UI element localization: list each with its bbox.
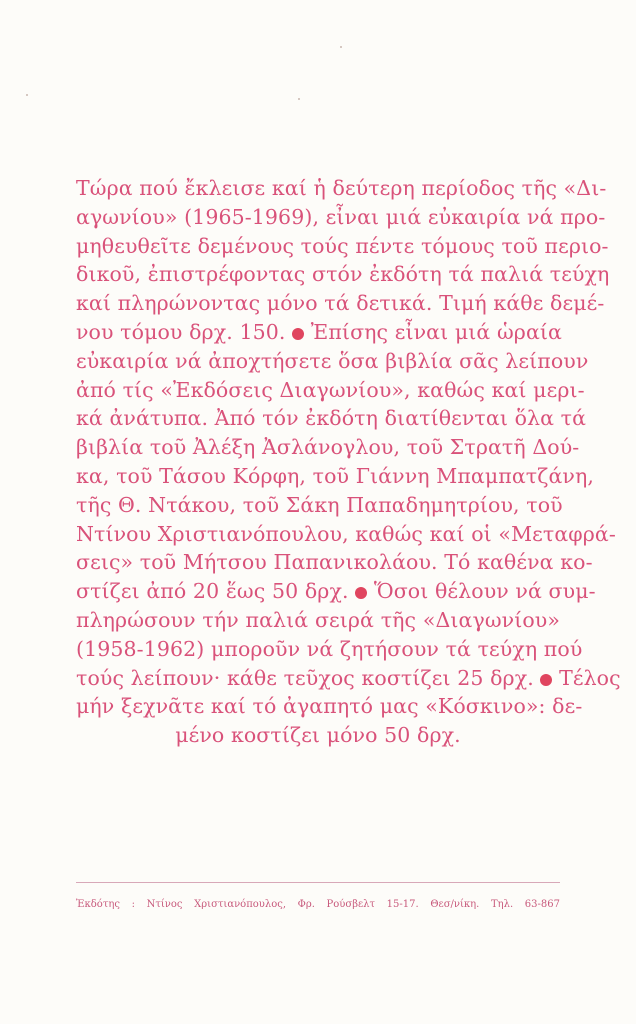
text-segment: Ὅσοι θέλουν νά συμ- <box>373 579 596 604</box>
text-segment: Ἐπίσης εἶναι μιά ὡραία <box>310 319 562 344</box>
footer-divider <box>76 882 560 883</box>
text-line: (1958-1962) μποροῦν νά ζητήσουν τά τεύχη πού <box>76 636 583 661</box>
text-line: αγωνίου» (1965-1969), εἶναι μιά εὐκαιρία νά προ- <box>76 204 606 229</box>
paper-speck <box>298 98 300 100</box>
text-line: βιβλία τοῦ Ἀλέξη Ἀσλάνογλου, τοῦ Στρατῆ Δού- <box>76 435 580 460</box>
text-line: ἀπό τίς «Ἐκδόσεις Διαγωνίου», καθώς καί μερι- <box>76 377 585 402</box>
bullet-dot-icon <box>355 587 367 599</box>
publisher-imprint: Ἐκδότης : Ντίνος Χριστιανόπουλος, Φρ. Ρούσβελτ 15-17. Θεσ/νίκη. Τηλ. 63-867 <box>76 899 560 910</box>
text-segment: Τέλος <box>559 665 621 690</box>
text-segment: στίζει ἀπό 20 ἕως 50 δρχ. <box>76 579 349 604</box>
text-line <box>76 664 621 693</box>
text-line: τῆς Θ. Ντάκου, τοῦ Σάκη Παπαδημητρίου, τοῦ <box>76 492 563 517</box>
paper-speck <box>340 46 342 48</box>
text-line <box>76 318 560 347</box>
text-line: εὐκαιρία νά ἀποχτήσετε ὅσα βιβλία σᾶς λείπουν <box>76 348 589 373</box>
text-line: κά ἀνάτυπα. Ἀπό τόν ἐκδότη διατίθενται ὅλα τά <box>76 406 587 431</box>
text-segment: τούς λείπουν· κάθε τεῦχος κοστίζει 25 δρχ. <box>76 665 534 690</box>
bullet-dot-icon <box>540 674 552 686</box>
text-line: μήν ξεχνᾶτε καί τό ἀγαπητό μας «Κόσκινο»: δε- <box>76 694 583 719</box>
text-line: μηθευθεῖτε δεμένους τούς πέντε τόμους τοῦ περιο- <box>76 233 609 258</box>
text-line: δικοῦ, ἐπιστρέφοντας στόν ἐκδότη τά παλιά τεύχη <box>76 262 610 287</box>
text-line: κα, τοῦ Τάσου Κόρφη, τοῦ Γιάννη Μπαμπατζάνη, <box>76 463 594 488</box>
text-line: πληρώσουν τήν παλιά σειρά τῆς «Διαγωνίου» <box>76 607 560 632</box>
text-line: καί πληρώνοντας μόνο τά δετικά. Τιμή κάθε δεμέ- <box>76 291 605 316</box>
text-line <box>76 577 596 606</box>
text-segment: νου τόμου δρχ. 150. <box>76 319 286 344</box>
text-line: Ντίνου Χριστιανόπουλου, καθώς καί οἱ «Μεταφρά- <box>76 521 616 546</box>
text-line: μένο κοστίζει μόνο 50 δρχ. <box>175 723 461 748</box>
text-line: Τώρα πού ἔκλεισε καί ἡ δεύτερη περίοδος τῆς «Δι- <box>76 176 607 200</box>
paper-speck <box>26 94 28 96</box>
bullet-dot-icon <box>292 328 304 340</box>
body-paragraph <box>76 174 621 750</box>
text-line: σεις» τοῦ Μήτσου Παπανικολάου. Τό καθένα κο- <box>76 550 593 575</box>
